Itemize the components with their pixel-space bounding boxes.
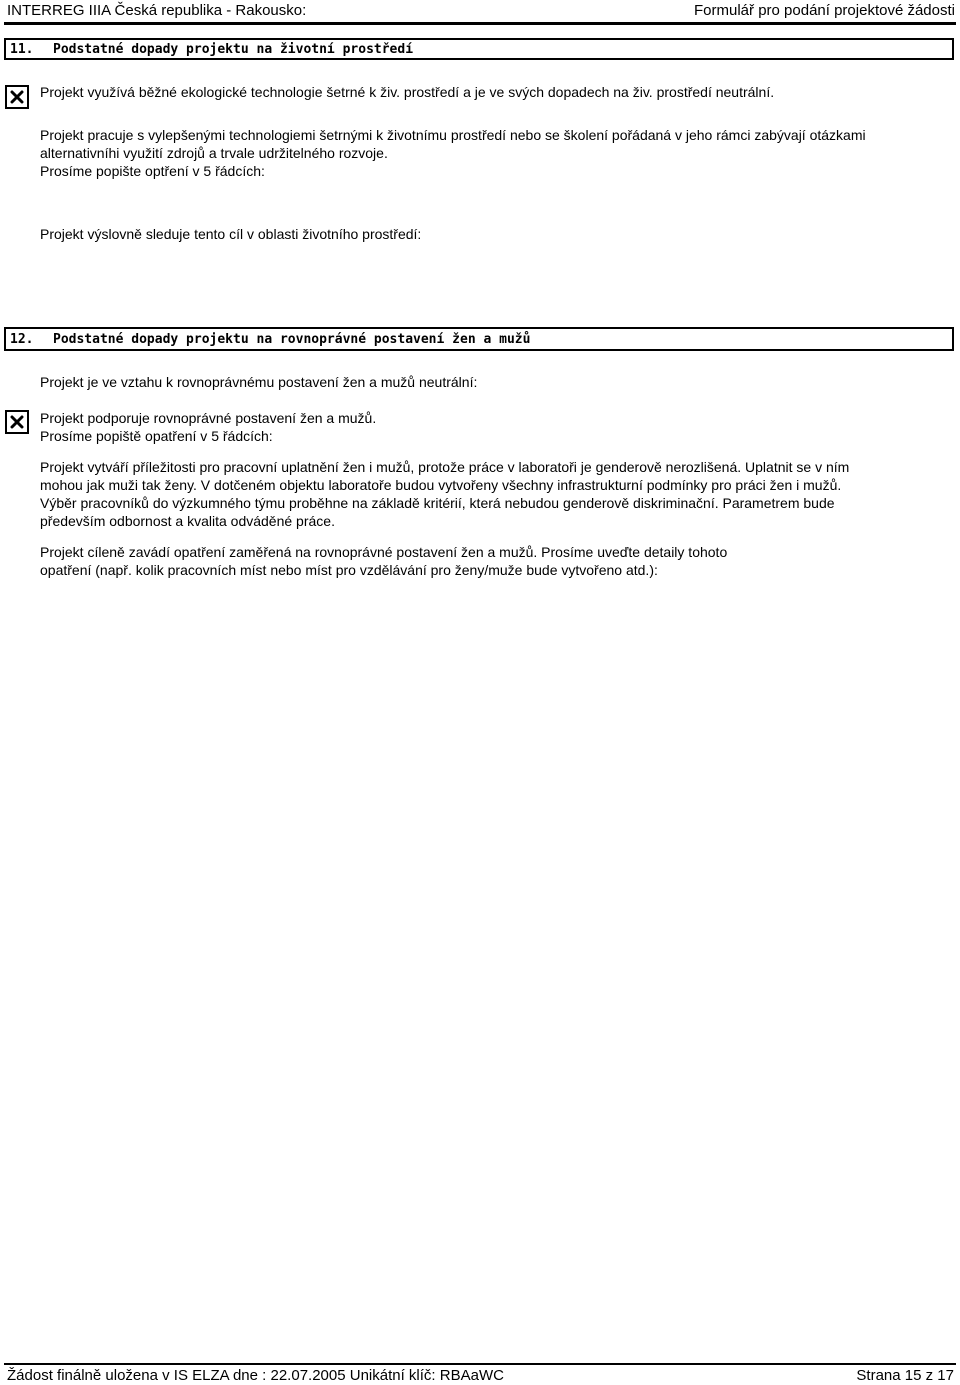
footer-page-number: Strana 15 z 17 xyxy=(856,1367,954,1384)
section-12-number: 12. xyxy=(10,332,34,347)
s12-option-supports-prompt: Prosíme popiště opatření v 5 řádcích: xyxy=(40,428,273,444)
s12-option-targeted-line2: opatření (např. kolik pracovních míst nebo míst pro vzdělávání pro ženy/muže bude vytvořeno atd.): xyxy=(40,562,658,578)
section-11-title: Podstatné dopady projektu na životní prostředí xyxy=(53,42,414,57)
s11-option-improved-line2: alternativníhi využití zdrojů a trvale udržitelného rozvoje. xyxy=(40,145,388,161)
s12-option-neutral: Projekt je ve vztahu k rovnoprávnému postavení žen a mužů neutrální: xyxy=(40,374,478,390)
section-11-number: 11. xyxy=(10,42,34,57)
section-12-heading xyxy=(4,327,954,351)
s12-answer-line3: Výběr pracovníků do výzkumného týmu proběhne na základě kritérií, která nebudou genderově diskriminační. Parametrem bude xyxy=(40,495,835,511)
s11-option-improved-prompt: Prosíme popište optření v 5 řádcích: xyxy=(40,163,265,179)
header-form-title: Formulář pro podání projektové žádosti xyxy=(694,2,955,19)
s11-option-improved-line1: Projekt pracuje s vylepšenými technologiemi šetrnými k životnímu prostředí nebo se školení pořádaná v jeho rámci zabývají otázkami xyxy=(40,127,866,143)
header-rule xyxy=(4,22,956,25)
section-11-heading xyxy=(4,38,954,60)
footer-saved-info: Žádost finálně uložena v IS ELZA dne : 22.07.2005 Unikátní klíč: RBAaWC xyxy=(7,1367,504,1384)
s11-option-neutral: Projekt využívá běžné ekologické technologie šetrné k živ. prostředí a je ve svých dopadech na živ. prostředí neutrální. xyxy=(40,84,775,100)
x-mark-icon xyxy=(10,90,24,104)
header-program: INTERREG IIIA Česká republika - Rakousko: xyxy=(7,2,307,19)
s12-answer-line2: mohou jak muži tak ženy. V dotčeném objektu laboratoře budou vytvořeny všechny infrastrukturní podmínky pro práci žen i mužů. xyxy=(40,477,842,493)
s12-option-targeted-line1: Projekt cíleně zavádí opatření zaměřená na rovnoprávné postavení žen a mužů. Prosíme uveďte detaily tohoto xyxy=(40,544,728,560)
x-mark-icon xyxy=(10,415,24,429)
footer-rule xyxy=(4,1363,956,1365)
s11-option-explicit: Projekt výslovně sleduje tento cíl v oblasti životního prostředí: xyxy=(40,226,422,242)
section-12-title: Podstatné dopady projektu na rovnoprávné postavení žen a mužů xyxy=(53,332,531,347)
checkbox-s12-supports[interactable] xyxy=(5,410,29,434)
s12-answer-line1: Projekt vytváří příležitosti pro pracovní uplatnění žen i mužů, protože práce v laboratoři je genderově nerozlišená. Uplatnit se v ním xyxy=(40,459,850,475)
s12-option-supports: Projekt podporuje rovnoprávné postavení žen a mužů. xyxy=(40,410,377,426)
s12-answer-line4: především odbornost a kvalita odváděné práce. xyxy=(40,513,335,529)
checkbox-s11-neutral[interactable] xyxy=(5,85,29,109)
